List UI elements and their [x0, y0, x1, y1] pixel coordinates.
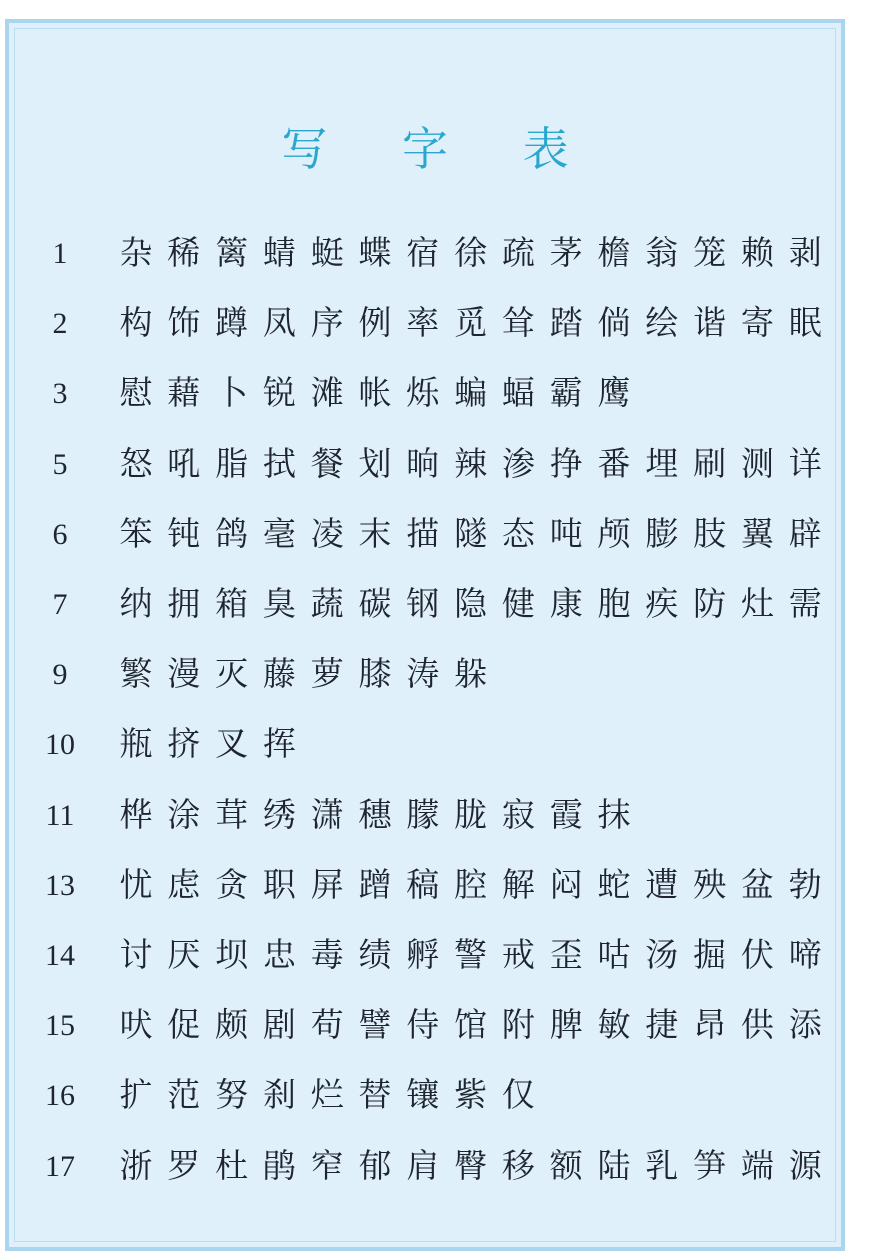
character: 渗	[501, 443, 535, 483]
character: 漫	[167, 654, 201, 694]
character: 颅	[597, 513, 631, 553]
character: 咕	[597, 935, 631, 974]
character: 额	[549, 1145, 583, 1185]
character: 态	[501, 513, 535, 553]
character: 翼	[740, 513, 774, 553]
character: 灭	[215, 654, 249, 694]
character: 碳	[358, 584, 392, 623]
character: 昂	[693, 1005, 727, 1045]
character: 剥	[788, 233, 822, 272]
character: 霸	[549, 373, 583, 413]
character: 替	[358, 1075, 392, 1115]
character: 宿	[406, 233, 440, 272]
lesson-number: 16	[45, 1079, 75, 1113]
character: 例	[358, 303, 392, 343]
character: 挤	[167, 724, 201, 764]
character: 吼	[167, 443, 201, 483]
character: 肩	[406, 1145, 440, 1185]
lesson-number: 9	[52, 658, 68, 692]
page-title: 写 字 表	[281, 122, 599, 176]
character: 吨	[549, 513, 583, 553]
character: 钝	[167, 513, 201, 553]
character: 鸽	[215, 513, 249, 553]
character: 胞	[597, 584, 631, 623]
character: 譬	[358, 1005, 392, 1045]
lesson-number: 1	[52, 237, 68, 270]
character: 叉	[215, 724, 249, 764]
lesson-row	[9, 1141, 841, 1191]
lesson-row	[9, 368, 841, 418]
character: 藤	[262, 654, 296, 694]
character: 拥	[167, 584, 201, 623]
character: 蝙	[454, 373, 488, 413]
character: 臭	[262, 584, 296, 623]
character: 汤	[645, 935, 679, 974]
character: 寂	[501, 794, 535, 834]
lesson-number: 14	[45, 939, 75, 972]
character: 刹	[262, 1075, 296, 1115]
character: 促	[167, 1005, 201, 1045]
lesson-number: 15	[45, 1009, 75, 1043]
character: 敏	[597, 1005, 631, 1045]
character: 郁	[358, 1145, 392, 1185]
character: 厌	[167, 935, 201, 974]
lesson-row	[9, 860, 841, 910]
lesson-row	[9, 1000, 841, 1050]
character: 构	[119, 303, 153, 343]
character: 埋	[645, 443, 679, 483]
character: 蔬	[310, 584, 344, 623]
character: 卜	[215, 373, 249, 413]
lesson-number: 2	[52, 307, 68, 341]
character: 健	[501, 584, 535, 623]
lesson-number: 7	[52, 588, 68, 621]
character: 凌	[310, 513, 344, 553]
character: 毫	[262, 513, 296, 553]
character: 谐	[693, 303, 727, 343]
character: 怒	[119, 443, 153, 483]
character: 康	[549, 584, 583, 623]
character: 耸	[501, 303, 535, 343]
character: 稿	[406, 864, 440, 904]
character: 繁	[119, 654, 153, 694]
character: 镶	[406, 1075, 440, 1115]
character: 孵	[406, 935, 440, 974]
character: 测	[740, 443, 774, 483]
character: 盆	[740, 864, 774, 904]
character: 肢	[693, 513, 727, 553]
character: 眠	[788, 303, 822, 343]
lesson-number: 13	[45, 868, 75, 902]
character: 躲	[454, 654, 488, 694]
lesson-row	[9, 930, 841, 980]
character: 倘	[597, 303, 631, 343]
character: 屏	[310, 864, 344, 904]
character: 掘	[693, 935, 727, 974]
character: 涛	[406, 654, 440, 694]
character: 藉	[167, 373, 201, 413]
character: 紫	[454, 1075, 488, 1115]
character: 详	[788, 443, 822, 483]
character: 脂	[215, 443, 249, 483]
character: 殃	[693, 864, 727, 904]
character: 杂	[119, 233, 153, 272]
character: 胧	[454, 794, 488, 834]
character: 赖	[740, 233, 774, 272]
lesson-number: 3	[52, 377, 68, 411]
character: 辟	[788, 513, 822, 553]
character: 萝	[310, 654, 344, 694]
character: 刷	[693, 443, 727, 483]
lesson-row	[9, 649, 841, 699]
lesson-row	[9, 790, 841, 840]
character: 霞	[549, 794, 583, 834]
character: 檐	[597, 233, 631, 272]
character: 序	[310, 303, 344, 343]
character: 烁	[406, 373, 440, 413]
character: 划	[358, 443, 392, 483]
lesson-row	[9, 298, 841, 348]
character: 蹲	[215, 303, 249, 343]
character: 戒	[501, 935, 535, 974]
character: 茸	[215, 794, 249, 834]
character: 伏	[740, 935, 774, 974]
character: 蝶	[358, 233, 392, 272]
character: 疏	[501, 233, 535, 272]
character: 觅	[454, 303, 488, 343]
character: 挥	[262, 724, 296, 764]
lesson-number: 10	[45, 728, 75, 762]
character: 滩	[310, 373, 344, 413]
character: 描	[406, 513, 440, 553]
character: 瓶	[119, 724, 153, 764]
character: 绘	[645, 303, 679, 343]
character: 涂	[167, 794, 201, 834]
character: 陆	[597, 1145, 631, 1185]
character: 遭	[645, 864, 679, 904]
character: 笋	[693, 1145, 727, 1185]
character: 餐	[310, 443, 344, 483]
character: 笼	[693, 233, 727, 272]
lesson-row	[9, 719, 841, 769]
character: 浙	[119, 1145, 153, 1185]
character: 捷	[645, 1005, 679, 1045]
character: 凤	[262, 303, 296, 343]
character: 篱	[215, 233, 249, 272]
character: 扩	[119, 1075, 153, 1115]
lesson-row	[9, 1070, 841, 1120]
lesson-list	[9, 23, 841, 1247]
character: 隐	[454, 584, 488, 623]
character: 剧	[262, 1005, 296, 1045]
character: 率	[406, 303, 440, 343]
character: 晌	[406, 443, 440, 483]
character: 蜓	[310, 233, 344, 272]
character: 绣	[262, 794, 296, 834]
character: 讨	[119, 935, 153, 974]
character: 移	[501, 1145, 535, 1185]
character: 蜻	[262, 233, 296, 272]
lesson-number: 11	[45, 798, 75, 832]
character: 鹰	[597, 373, 631, 413]
character: 乳	[645, 1145, 679, 1185]
character: 闷	[549, 864, 583, 904]
character: 供	[740, 1005, 774, 1045]
character: 钢	[406, 584, 440, 623]
character: 蝠	[501, 373, 535, 413]
character: 蹭	[358, 864, 392, 904]
character: 慰	[119, 373, 153, 413]
character: 灶	[740, 584, 774, 623]
character: 茅	[549, 233, 583, 272]
character: 寄	[740, 303, 774, 343]
character: 末	[358, 513, 392, 553]
character: 需	[788, 584, 822, 623]
character: 侍	[406, 1005, 440, 1045]
character: 徐	[454, 233, 488, 272]
character: 努	[215, 1075, 249, 1115]
page-frame	[5, 19, 845, 1251]
character: 勃	[788, 864, 822, 904]
character: 杜	[215, 1145, 249, 1185]
character: 笨	[119, 513, 153, 553]
character: 端	[740, 1145, 774, 1185]
lesson-row	[9, 579, 841, 629]
character: 桦	[119, 794, 153, 834]
character: 拭	[262, 443, 296, 483]
character: 警	[454, 935, 488, 974]
character: 鹃	[262, 1145, 296, 1185]
character: 添	[788, 1005, 822, 1045]
character: 啼	[788, 935, 822, 974]
character: 疾	[645, 584, 679, 623]
character: 饰	[167, 303, 201, 343]
character: 坝	[215, 935, 249, 974]
character: 隧	[454, 513, 488, 553]
lesson-row	[9, 509, 841, 559]
character: 抹	[597, 794, 631, 834]
character: 穗	[358, 794, 392, 834]
lesson-number: 17	[45, 1149, 75, 1183]
character: 吠	[119, 1005, 153, 1045]
character: 职	[262, 864, 296, 904]
lesson-row	[9, 228, 841, 278]
character: 蛇	[597, 864, 631, 904]
character: 馆	[454, 1005, 488, 1045]
character: 朦	[406, 794, 440, 834]
character: 翁	[645, 233, 679, 272]
character: 臀	[454, 1145, 488, 1185]
character: 辣	[454, 443, 488, 483]
character: 颇	[215, 1005, 249, 1045]
character: 箱	[215, 584, 249, 623]
character: 膝	[358, 654, 392, 694]
character: 锐	[262, 373, 296, 413]
character: 源	[788, 1145, 822, 1185]
character: 附	[501, 1005, 535, 1045]
character: 腔	[454, 864, 488, 904]
character: 纳	[119, 584, 153, 623]
character: 忠	[262, 935, 296, 974]
character: 窄	[310, 1145, 344, 1185]
lesson-row	[9, 439, 841, 489]
character: 防	[693, 584, 727, 623]
character: 脾	[549, 1005, 583, 1045]
character: 绩	[358, 935, 392, 974]
character: 苟	[310, 1005, 344, 1045]
character: 番	[597, 443, 631, 483]
character: 帐	[358, 373, 392, 413]
character: 解	[501, 864, 535, 904]
character: 贪	[215, 864, 249, 904]
character: 虑	[167, 864, 201, 904]
character: 范	[167, 1075, 201, 1115]
character: 歪	[549, 935, 583, 974]
character: 挣	[549, 443, 583, 483]
character: 罗	[167, 1145, 201, 1185]
character: 潇	[310, 794, 344, 834]
character: 踏	[549, 303, 583, 343]
character: 膨	[645, 513, 679, 553]
character: 烂	[310, 1075, 344, 1115]
character: 仅	[501, 1075, 535, 1115]
lesson-number: 5	[52, 447, 68, 481]
character: 毒	[310, 935, 344, 974]
character: 忧	[119, 864, 153, 904]
lesson-number: 6	[52, 517, 68, 551]
character: 稀	[167, 233, 201, 272]
